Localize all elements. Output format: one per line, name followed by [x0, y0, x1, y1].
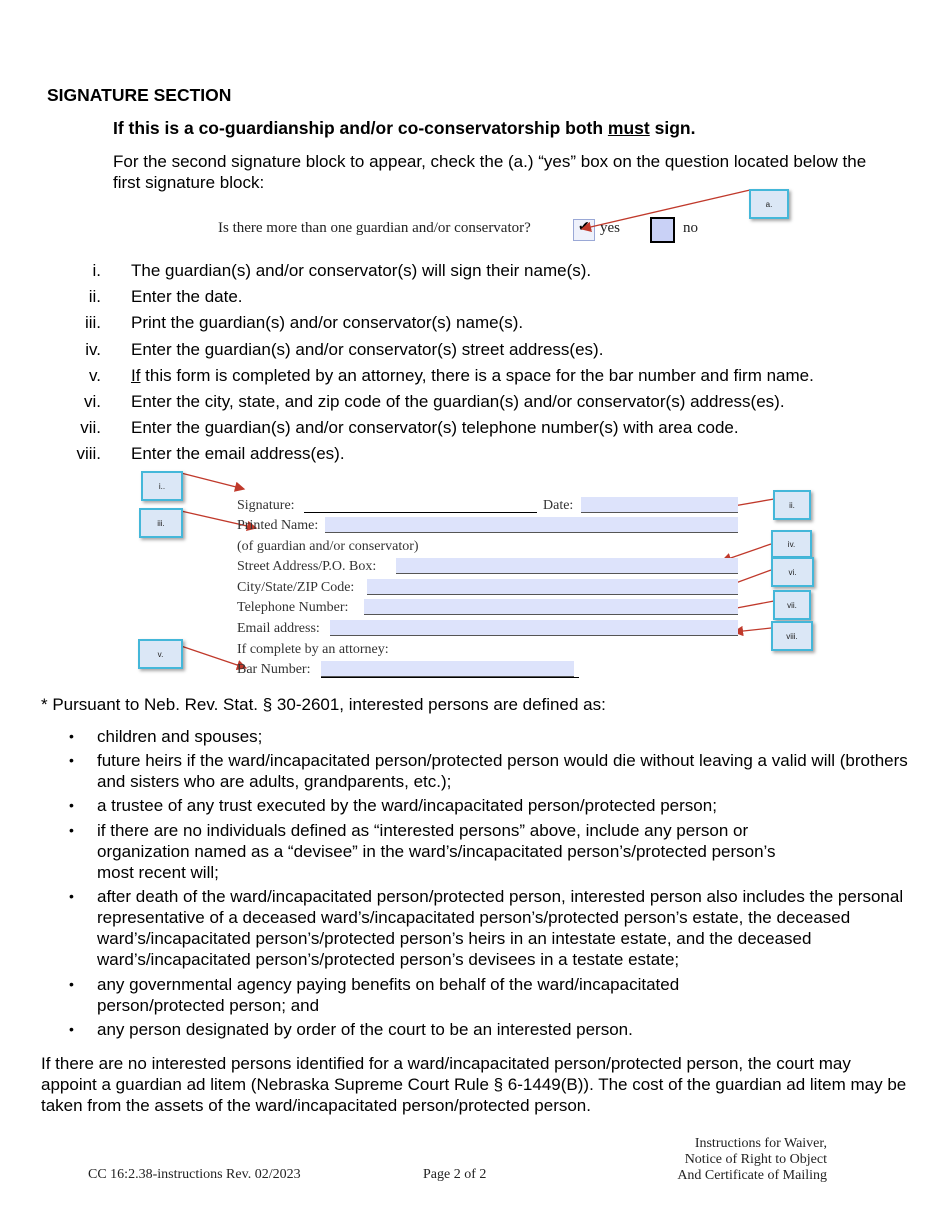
callout-iii: iii. — [139, 508, 183, 538]
step-text: The guardian(s) and/or conservator(s) will sign their name(s). — [131, 261, 592, 280]
callout-iv: iv. — [771, 530, 812, 558]
list-item: after death of the ward/incapacitated person/protected person, interested person also includes the personal representative of a deceased ward’s/incapacitated person’s/protected person’s estate, the deceased ward’s/incapacitated person’s/protected person’s heirs in an intestate estate, and the deceased ward’s/incapacitated person’s/protected person’s devisees in a testate estate; — [97, 887, 904, 969]
bullet-icon: • — [69, 728, 74, 744]
street-field[interactable] — [396, 558, 738, 574]
step-text-rest: this form is completed by an attorney, there is a space for the bar number and firm name. — [140, 366, 814, 385]
email-field[interactable] — [330, 620, 738, 636]
bullet-icon: • — [69, 822, 74, 838]
step-number: vii. — [80, 418, 101, 437]
telephone-field[interactable] — [364, 599, 738, 615]
date-field[interactable] — [581, 497, 738, 513]
city-field[interactable] — [367, 579, 738, 595]
step-number: iv. — [85, 340, 101, 359]
printed-name-field[interactable] — [325, 517, 738, 533]
co-sign-suffix: sign. — [649, 118, 696, 138]
bar-number-field[interactable] — [321, 661, 574, 677]
yes-label: yes — [600, 220, 620, 236]
footer-title-line: Instructions for Waiver, — [694, 1136, 827, 1151]
callout-vii: vii. — [773, 590, 811, 620]
signature-line[interactable] — [304, 512, 537, 513]
footer-title-line: And Certificate of Mailing — [677, 1168, 827, 1183]
step-number: ii. — [88, 287, 101, 306]
step-number: v. — [89, 366, 101, 385]
step-text: Enter the email address(es). — [131, 444, 345, 463]
bullet-icon: • — [69, 797, 74, 813]
step-number: viii. — [76, 444, 101, 463]
callout-v: v. — [138, 639, 183, 669]
pursuant-statement: * Pursuant to Neb. Rev. Stat. § 30-2601, interested persons are defined as: — [41, 695, 606, 714]
footer-title — [640, 1136, 827, 1184]
arrow-a — [582, 190, 750, 229]
list-item: a trustee of any trust executed by the ward/incapacitated person/protected person; — [97, 796, 717, 815]
footer-page-number: Page 2 of 2 — [423, 1167, 487, 1182]
step-text: Enter the guardian(s) and/or conservator(s) street address(es). — [131, 340, 604, 359]
printed-name-label: Printed Name: — [237, 518, 319, 533]
bar-number-label: Bar Number: — [237, 662, 311, 677]
co-sign-prefix: If this is a co-guardianship and/or co-conservatorship both — [113, 118, 608, 138]
closing-paragraph: If there are no interested persons identified for a ward/incapacitated person/protected person, the court may appoint a guardian ad litem (Nebraska Supreme Court Rule § 6-1449(B)). The cost of the guardian ad litem may be taken from the assets of the ward/incapacitated person/protected person. — [41, 1054, 907, 1115]
list-item: any person designated by order of the court to be an interested person. — [97, 1020, 633, 1039]
of-guardian-label: (of guardian and/or conservator) — [237, 539, 419, 554]
signature-label: Signature: — [237, 498, 295, 513]
attorney-label: If complete by an attorney: — [237, 642, 389, 657]
arrow-i — [181, 473, 244, 489]
no-label: no — [683, 220, 698, 236]
step-text: Enter the date. — [131, 287, 243, 306]
arrow-viii — [734, 628, 771, 632]
second-block-instruction: For the second signature block to appear, check the (a.) “yes” box on the question located below the first signature block: — [113, 152, 867, 192]
list-item: if there are no individuals defined as “interested persons” above, include any person or organization named as a “devisee” in the ward’s/incapacitated person’s/protected person’s most recent will; — [97, 821, 776, 882]
callout-viii: viii. — [771, 621, 813, 651]
footer-form-id: CC 16:2.38-instructions Rev. 02/2023 — [88, 1167, 301, 1182]
step-text: Print the guardian(s) and/or conservator(s) name(s). — [131, 313, 524, 332]
bullet-icon: • — [69, 976, 74, 992]
step-text: Enter the city, state, and zip code of the guardian(s) and/or conservator(s) address(es). — [131, 392, 785, 411]
list-item: future heirs if the ward/incapacitated person/protected person would die without leaving a valid will (brothers and sisters who are adults, grandparents, etc.); — [97, 751, 908, 791]
bullet-icon: • — [69, 888, 74, 904]
step-text — [131, 366, 814, 386]
bar-number-line — [321, 677, 579, 678]
callout-a: a. — [749, 189, 789, 219]
list-item: children and spouses; — [97, 727, 263, 746]
callout-vi: vi. — [771, 557, 814, 587]
callout-i: i.. — [141, 471, 183, 501]
callout-ii: ii. — [773, 490, 811, 520]
city-label: City/State/ZIP Code: — [237, 580, 355, 595]
section-title: SIGNATURE SECTION — [47, 85, 232, 105]
step-number: vi. — [84, 392, 101, 411]
check-mark-icon: ✔ — [578, 218, 590, 234]
step-text: Enter the guardian(s) and/or conservator(s) telephone number(s) with area code. — [131, 418, 739, 437]
date-label: Date: — [543, 498, 574, 513]
footer-title-line: Notice of Right to Object — [684, 1152, 827, 1167]
step-number: i. — [92, 261, 101, 280]
step-if: If — [131, 366, 141, 385]
bullet-icon: • — [69, 1021, 74, 1037]
co-sign-emphasis: must — [607, 118, 650, 138]
email-label: Email address: — [237, 621, 320, 636]
question-text: Is there more than one guardian and/or conservator? — [218, 220, 531, 236]
telephone-label: Telephone Number: — [237, 600, 349, 615]
step-number: iii. — [84, 313, 101, 332]
bullet-icon: • — [69, 752, 74, 768]
list-item: any governmental agency paying benefits on behalf of the ward/incapacitated person/protected person; and — [97, 975, 680, 1015]
street-label: Street Address/P.O. Box: — [237, 559, 377, 574]
